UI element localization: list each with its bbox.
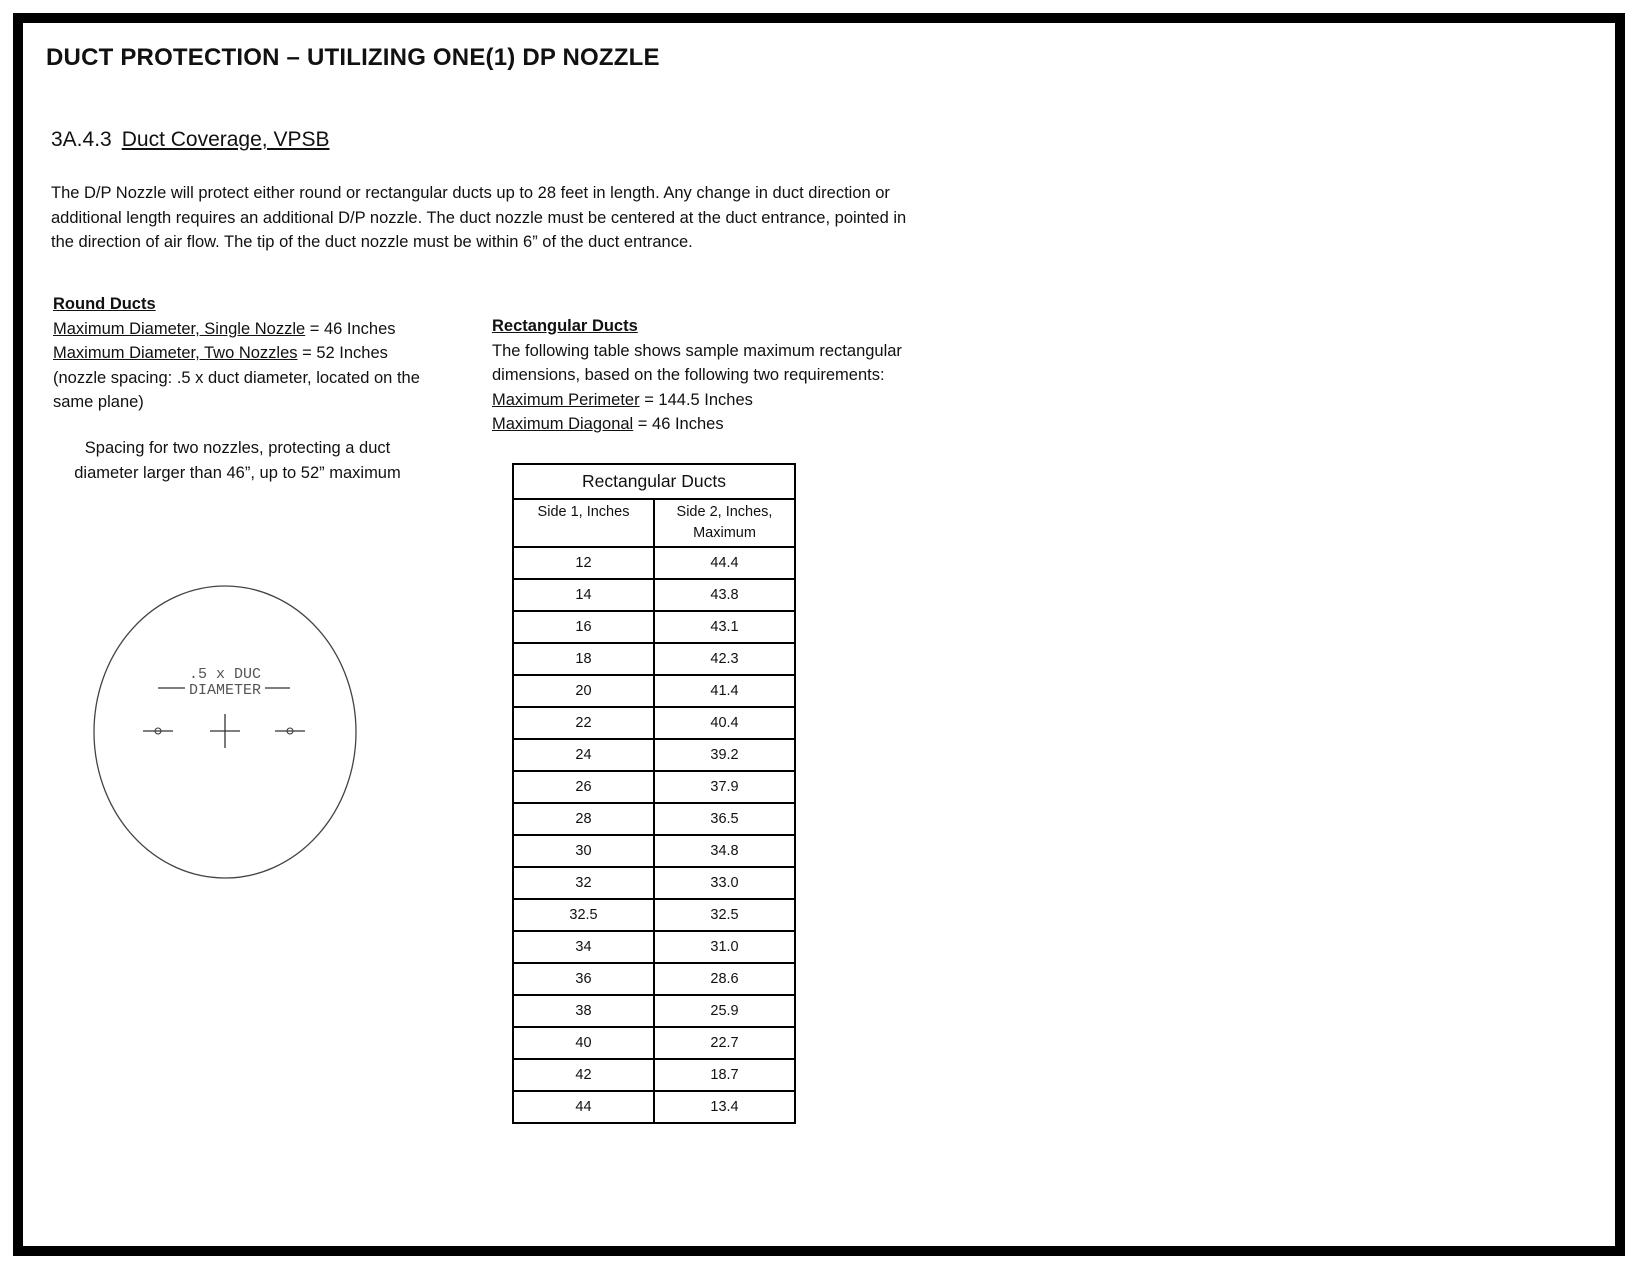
side1-cell: 42 <box>513 1059 654 1091</box>
side2-cell: 32.5 <box>654 899 795 931</box>
side1-cell: 40 <box>513 1027 654 1059</box>
diagonal-line <box>492 412 932 437</box>
section-heading <box>51 128 329 152</box>
intro-paragraph: The D/P Nozzle will protect either round or rectangular ducts up to 28 feet in length. Any change in duct direction or additional length requires an additional D/P nozzle. The duct nozzle must be centered at the duct entrance, pointed in the direction of air flow. The tip of the duct nozzle must be within 6” of the duct entrance. <box>51 184 907 251</box>
table-row <box>513 835 795 867</box>
nozzle-spacing-note: (nozzle spacing: .5 x duct diameter, located on the same plane) <box>53 368 420 411</box>
perimeter-label: Maximum Perimeter <box>492 390 640 409</box>
section-number: 3A.4.3 <box>51 128 112 151</box>
table-row <box>513 931 795 963</box>
section-title: Duct Coverage, VPSB <box>121 128 330 151</box>
perimeter-line <box>492 388 932 413</box>
side2-cell: 25.9 <box>654 995 795 1027</box>
side1-cell: 20 <box>513 675 654 707</box>
col1-header: Side 1, Inches <box>513 499 654 547</box>
table-body <box>513 464 795 1123</box>
side2-cell: 33.0 <box>654 867 795 899</box>
table-row <box>513 611 795 643</box>
table-row <box>513 1027 795 1059</box>
spacing-label-line1: .5 x DUC <box>188 666 262 683</box>
side1-cell: 24 <box>513 739 654 771</box>
round-ducts-heading: Round Ducts <box>53 295 156 313</box>
side1-cell: 14 <box>513 579 654 611</box>
side2-cell: 39.2 <box>654 739 795 771</box>
side2-cell: 37.9 <box>654 771 795 803</box>
side1-cell: 32.5 <box>513 899 654 931</box>
side1-cell: 28 <box>513 803 654 835</box>
rectangular-ducts-block <box>492 314 932 437</box>
side2-cell: 31.0 <box>654 931 795 963</box>
side2-cell: 43.1 <box>654 611 795 643</box>
table-row <box>513 643 795 675</box>
single-nozzle-value: = 46 Inches <box>305 319 396 338</box>
table-row <box>513 547 795 579</box>
side2-cell: 13.4 <box>654 1091 795 1123</box>
two-nozzles-line <box>53 341 453 366</box>
col2-header-line1: Side 2, Inches, <box>676 504 773 520</box>
table-caption: Rectangular Ducts <box>513 464 795 499</box>
table-row <box>513 995 795 1027</box>
diagram-caption: Spacing for two nozzles, protecting a duct diameter larger than 46”, up to 52” maximum <box>74 439 401 482</box>
side2-cell: 22.7 <box>654 1027 795 1059</box>
single-nozzle-label: Maximum Diameter, Single Nozzle <box>53 319 306 338</box>
diagonal-label: Maximum Diagonal <box>492 415 634 433</box>
two-nozzles-value: = 52 Inches <box>297 344 388 362</box>
page-title: DUCT PROTECTION – UTILIZING ONE(1) DP NOZZLE <box>46 44 660 71</box>
side2-cell: 34.8 <box>654 835 795 867</box>
side1-cell: 44 <box>513 1091 654 1123</box>
side1-cell: 12 <box>513 547 654 579</box>
side2-cell: 41.4 <box>654 675 795 707</box>
table-row <box>513 1059 795 1091</box>
two-nozzles-label: Maximum Diameter, Two Nozzles <box>53 344 298 362</box>
side2-cell: 43.8 <box>654 579 795 611</box>
perimeter-value: = 144.5 Inches <box>639 390 753 409</box>
table-caption-row <box>513 464 795 499</box>
side1-cell: 16 <box>513 611 654 643</box>
table-row <box>513 739 795 771</box>
side1-cell: 22 <box>513 707 654 739</box>
rectangular-ducts-table <box>512 463 796 1124</box>
table-row <box>513 803 795 835</box>
table-row <box>513 771 795 803</box>
side1-cell: 38 <box>513 995 654 1027</box>
side2-cell: 42.3 <box>654 643 795 675</box>
side1-cell: 32 <box>513 867 654 899</box>
side1-cell: 18 <box>513 643 654 675</box>
side2-cell: 44.4 <box>654 547 795 579</box>
table-row <box>513 675 795 707</box>
table-row <box>513 963 795 995</box>
table-row <box>513 579 795 611</box>
side1-cell: 36 <box>513 963 654 995</box>
table-row <box>513 899 795 931</box>
side1-cell: 34 <box>513 931 654 963</box>
diagonal-value: = 46 Inches <box>633 415 724 433</box>
table-row <box>513 867 795 899</box>
rectangular-ducts-heading: Rectangular Ducts <box>492 317 638 335</box>
col2-header <box>654 499 795 547</box>
single-nozzle-line <box>53 317 453 342</box>
table-row <box>513 707 795 739</box>
table-row <box>513 1091 795 1123</box>
side1-cell: 26 <box>513 771 654 803</box>
col2-header-line2: Maximum <box>693 525 756 541</box>
spacing-label-line2: DIAMETER <box>188 682 262 699</box>
round-duct-diagram <box>85 582 365 882</box>
side2-cell: 28.6 <box>654 963 795 995</box>
rectangular-intro: The following table shows sample maximum rectangular dimensions, based on the following two requirements: <box>492 341 902 384</box>
round-ducts-block <box>53 292 453 415</box>
side2-cell: 18.7 <box>654 1059 795 1091</box>
side2-cell: 36.5 <box>654 803 795 835</box>
table-header-row <box>513 499 795 547</box>
side1-cell: 30 <box>513 835 654 867</box>
side2-cell: 40.4 <box>654 707 795 739</box>
